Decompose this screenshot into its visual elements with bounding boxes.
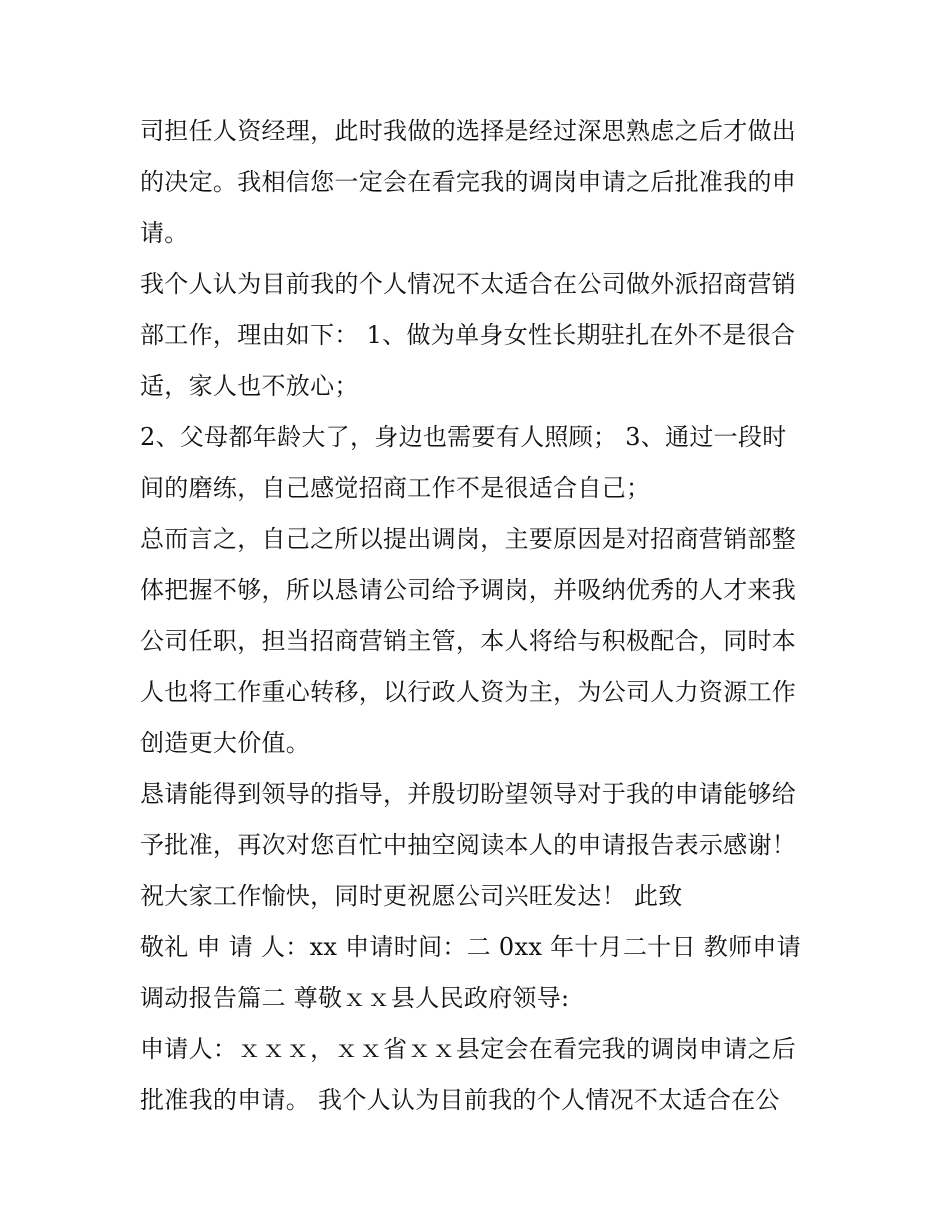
text-line: 适，家人也不放心； bbox=[140, 372, 359, 400]
text-line: 间的磨练，自己感觉招商工作不是很适合自己； bbox=[140, 474, 651, 502]
text-line: 司担任人资经理，此时我做的选择是经过深思熟虑之后才做出 bbox=[140, 117, 797, 145]
text-line: 2、父母都年龄大了，身边也需要有人照顾； 3、通过一段时 bbox=[140, 423, 787, 451]
body-text bbox=[140, 106, 820, 1126]
text-line: 创造更大价值。 bbox=[140, 729, 311, 757]
text-line: 部工作，理由如下： 1、做为单身女性长期驻扎在外不是很合 bbox=[140, 321, 796, 349]
text-line: 人也将工作重心转移，以行政人资为主，为公司人力资源工作 bbox=[140, 678, 797, 706]
text-line: 体把握不够，所以恳请公司给予调岗，并吸纳优秀的人才来我 bbox=[140, 576, 797, 604]
text-line: 敬礼 申 请 人：xx 申请时间：二 0xx 年十月二十日 教师申请 bbox=[140, 933, 802, 961]
text-line: 请。 bbox=[140, 219, 189, 247]
text-line: 批准我的申请。 我个人认为目前我的个人情况不太适合在公 bbox=[140, 1086, 780, 1114]
text-line: 我个人认为目前我的个人情况不太适合在公司做外派招商营销 bbox=[140, 270, 797, 298]
text-line: 总而言之，自己之所以提出调岗，主要原因是对招商营销部整 bbox=[140, 525, 797, 553]
text-line: 祝大家工作愉快，同时更祝愿公司兴旺发达！ 此致 bbox=[140, 882, 683, 910]
text-line: 公司任职，担当招商营销主管，本人将给与积极配合，同时本 bbox=[140, 627, 797, 655]
text-line: 的决定。我相信您一定会在看完我的调岗申请之后批准我的申 bbox=[140, 168, 797, 196]
text-line: 予批准，再次对您百忙中抽空阅读本人的申请报告表示感谢！ bbox=[140, 831, 797, 859]
text-line: 申请人：ｘｘｘ，ｘｘ省ｘｘ县定会在看完我的调岗申请之后 bbox=[140, 1035, 797, 1063]
text-line: 恳请能得到领导的指导，并殷切盼望领导对于我的申请能够给 bbox=[140, 780, 797, 808]
text-line: 调动报告篇二 尊敬ｘｘ县人民政府领导: bbox=[140, 984, 570, 1012]
